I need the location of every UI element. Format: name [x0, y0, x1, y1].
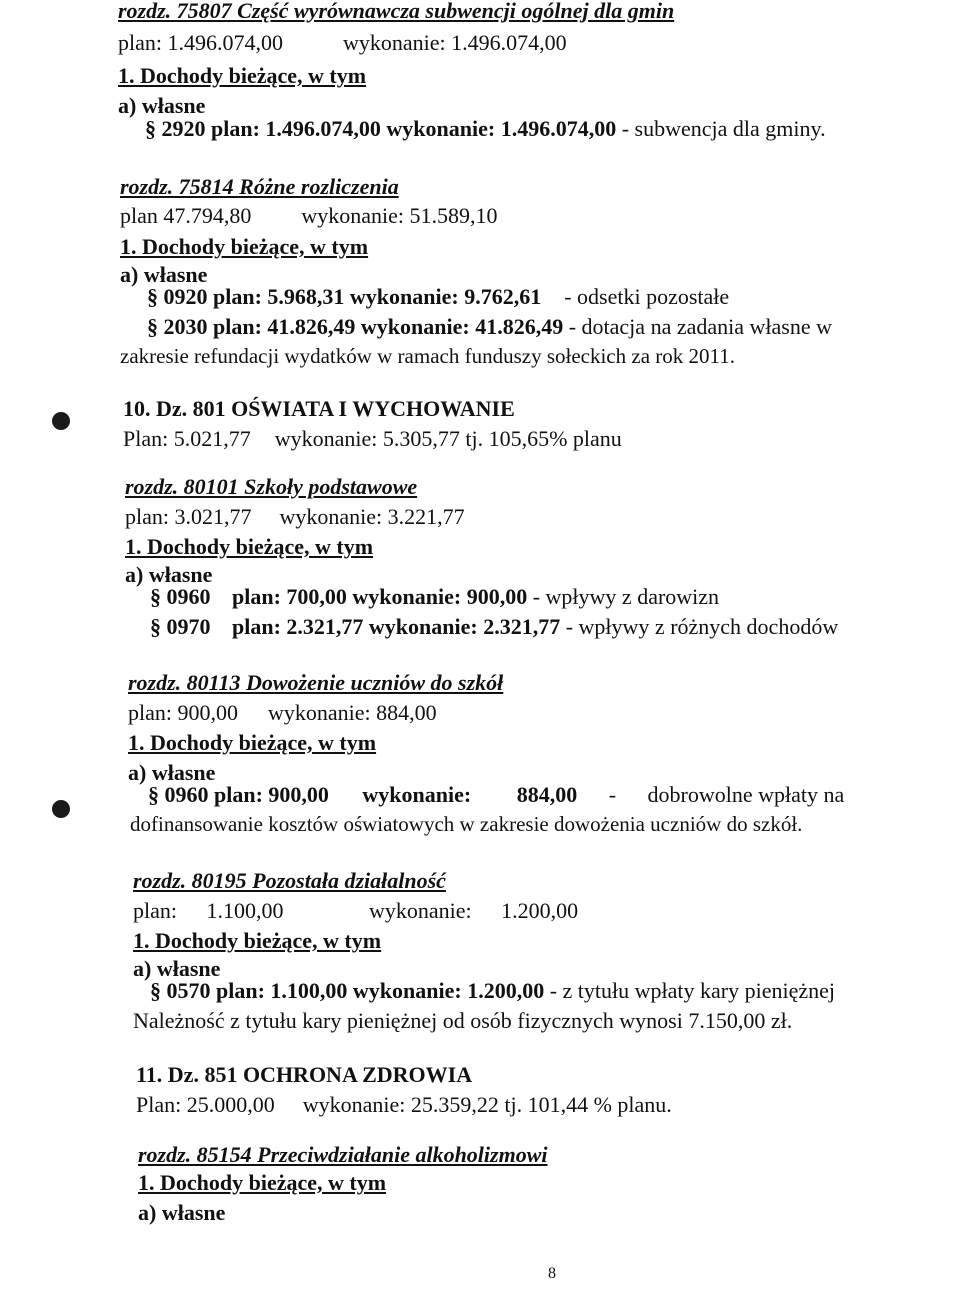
paragraph-description: - wpływy z różnych dochodów: [565, 614, 839, 639]
plan-value: plan: 3.021,77: [125, 504, 252, 529]
plan-label: plan:: [133, 898, 177, 923]
execution-value: wykonanie: 884,00: [268, 700, 437, 725]
paragraph-line: [150, 978, 835, 1004]
execution-label: wykonanie:: [369, 898, 472, 923]
paragraph-amounts: plan: 41.826,49 wykonanie: 41.826,49: [213, 314, 564, 339]
paragraph-description: - subwencja dla gminy.: [621, 116, 826, 141]
paragraph-description: - odsetki pozostałe: [564, 284, 730, 309]
division-title: 10. Dz. 801 OŚWIATA I WYCHOWANIE: [123, 396, 515, 421]
income-label: 1. Dochody bieżące, w tym: [138, 1170, 387, 1195]
paragraph-code: § 0960: [150, 584, 211, 609]
division-plan-line: [123, 426, 622, 452]
paragraph-description: dobrowolne wpłaty na: [647, 782, 845, 807]
own-income-label: a) własne: [138, 1200, 226, 1225]
paragraph-code: § 0920: [147, 284, 208, 309]
paragraph-line: [148, 782, 844, 808]
execution-value: wykonanie: 3.221,77: [279, 504, 465, 529]
plan-line: [125, 504, 465, 530]
section-heading: rozdz. 80113 Dowożenie uczniów do szkół: [128, 670, 504, 695]
division-title: 11. Dz. 851 OCHRONA ZDROWIA: [136, 1062, 473, 1087]
paragraph-continuation: Należność z tytułu kary pieniężnej od osób fizycznych wynosi 7.150,00 zł.: [133, 1008, 793, 1033]
punch-hole-bottom: [52, 800, 70, 818]
paragraph-line: [145, 116, 826, 142]
paragraph-line: [150, 584, 719, 610]
plan-value: plan: 900,00: [128, 700, 238, 725]
paragraph-code: § 2030: [147, 314, 208, 339]
paragraph-code: § 0570: [150, 978, 211, 1003]
paragraph-code: § 0960: [148, 782, 209, 807]
paragraph-code: § 0970: [150, 614, 211, 639]
paragraph-amounts: plan: 2.321,77 wykonanie: 2.321,77: [232, 614, 561, 639]
paragraph-continuation: zakresie refundacji wydatków w ramach funduszy sołeckich za rok 2011.: [120, 344, 735, 368]
paragraph-description: - z tytułu wpłaty kary pieniężnej: [549, 978, 836, 1003]
plan-value: plan: 1.496.074,00: [118, 30, 283, 55]
section-heading: rozdz. 75814 Różne rozliczenia: [120, 174, 399, 199]
paragraph-amounts: plan: 700,00 wykonanie: 900,00: [232, 584, 528, 609]
section-heading: rozdz. 85154 Przeciwdziałanie alkoholizmowi: [138, 1142, 548, 1167]
paragraph-amounts: plan: 1.496.074,00 wykonanie: 1.496.074,00: [211, 116, 617, 141]
plan-value: plan 47.794,80: [120, 203, 252, 228]
division-execution: wykonanie: 5.305,77 tj. 105,65% planu: [274, 426, 622, 451]
paragraph-dash: -: [608, 782, 617, 807]
section-heading: rozdz. 80101 Szkoły podstawowe: [125, 474, 418, 499]
plan-value: 1.100,00: [206, 898, 284, 923]
own-income-label: a) własne: [128, 760, 216, 785]
execution-value: wykonanie: 1.496.074,00: [343, 30, 567, 55]
paragraph-amounts: plan: 1.100,00 wykonanie: 1.200,00: [216, 978, 545, 1003]
division-plan: Plan: 25.000,00: [136, 1092, 275, 1117]
paragraph-amounts: plan: 5.968,31 wykonanie: 9.762,61: [213, 284, 542, 309]
own-income-label: a) własne: [125, 562, 213, 587]
income-label: 1. Dochody bieżące, w tym: [120, 234, 369, 259]
plan-line: [133, 898, 578, 924]
punch-hole-top: [52, 412, 70, 430]
division-execution: wykonanie: 25.359,22 tj. 101,44 % planu.: [302, 1092, 672, 1117]
paragraph-continuation: dofinansowanie kosztów oświatowych w zakresie dowożenia uczniów do szkół.: [130, 812, 803, 836]
income-label: 1. Dochody bieżące, w tym: [125, 534, 374, 559]
income-label: 1. Dochody bieżące, w tym: [133, 928, 382, 953]
own-income-label: a) własne: [120, 262, 208, 287]
plan-line: [118, 30, 567, 56]
division-plan: Plan: 5.021,77: [123, 426, 251, 451]
plan-line: [128, 700, 437, 726]
section-heading: rozdz. 80195 Pozostała działalność: [133, 868, 446, 893]
own-income-label: a) własne: [118, 93, 206, 118]
section-heading: rozdz. 75807 Część wyrównawcza subwencji ogólnej dla gmin: [118, 0, 675, 23]
paragraph-code: § 2920: [145, 116, 206, 141]
own-income-label: a) własne: [133, 956, 221, 981]
paragraph-description: - dotacja na zadania własne w: [568, 314, 832, 339]
paragraph-line: [147, 284, 729, 310]
income-label: 1. Dochody bieżące, w tym: [118, 63, 367, 88]
paragraph-line: [147, 314, 832, 340]
paragraph-line: [150, 614, 838, 640]
paragraph-execution-value: 884,00: [516, 782, 578, 807]
execution-value: wykonanie: 51.589,10: [301, 203, 498, 228]
plan-line: [120, 203, 498, 229]
division-plan-line: [136, 1092, 672, 1118]
income-label: 1. Dochody bieżące, w tym: [128, 730, 377, 755]
page-number: 8: [548, 1265, 556, 1282]
execution-value: 1.200,00: [501, 898, 579, 923]
paragraph-plan: plan: 900,00: [214, 782, 329, 807]
paragraph-execution-label: wykonanie:: [362, 782, 472, 807]
paragraph-description: - wpływy z darowizn: [532, 584, 720, 609]
